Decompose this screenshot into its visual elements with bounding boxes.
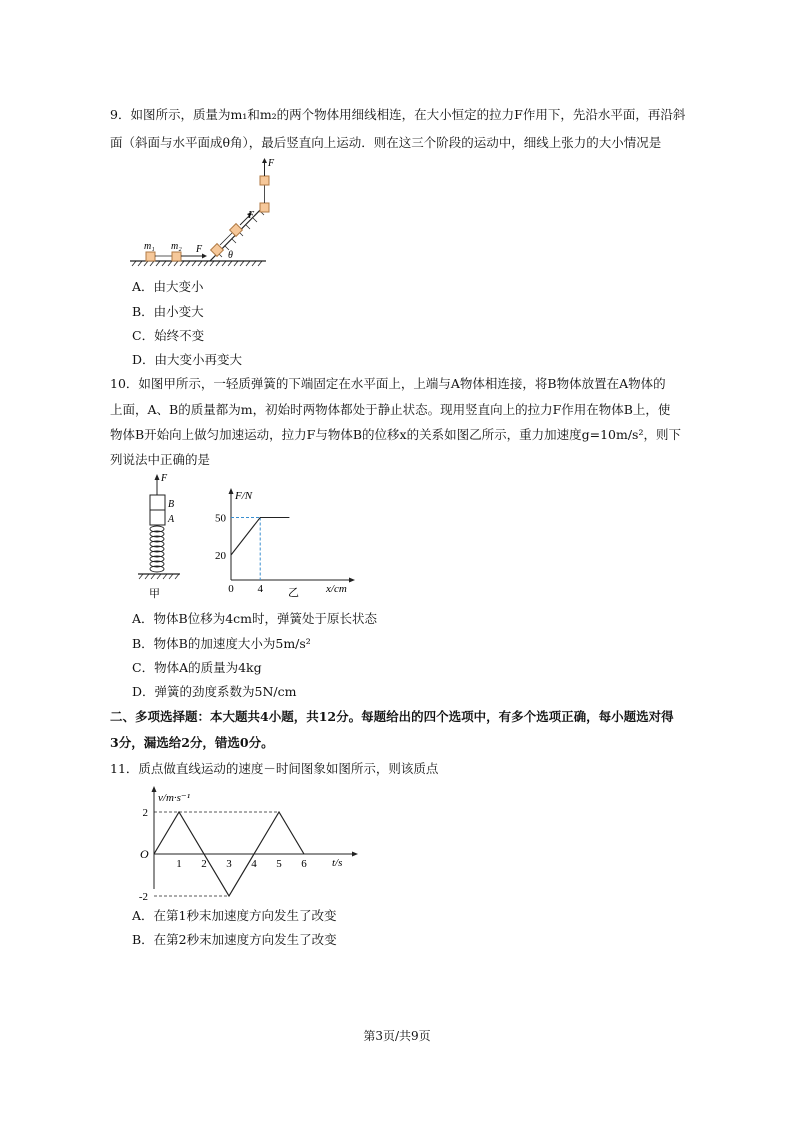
q11-x-tick-4: 4	[251, 858, 257, 870]
q10-stem-line3: 物体B开始向上做匀加速运动，拉力F与物体B的位移x的关系如图乙所示，重力加速度g=10m/s²，则下	[110, 427, 681, 442]
section2-heading-line1: 二、多项选择题：本大题共4小题，共12分。每题给出的四个选项中，有多个选项正确，每小题选对得	[110, 709, 674, 724]
q11-x-tick-5: 5	[276, 858, 282, 870]
section2-heading-line2: 3分，漏选给2分，错选0分。	[110, 735, 274, 750]
m1-label: m₁	[144, 241, 155, 252]
m2-label: m₂	[171, 241, 182, 252]
yi-y-axis-label: F/N	[235, 490, 253, 502]
vertical-block-lower	[260, 203, 269, 212]
vertical-block-upper	[260, 176, 269, 185]
m1-block	[146, 252, 155, 261]
q10-stem-line4: 列说法中正确的是	[110, 452, 211, 467]
q9-option-a: A．由大变小	[132, 279, 204, 294]
q9-stem-line2: 面（斜面与水平面成θ角），最后竖直向上运动．则在这三个阶段的运动中，细线上张力的大小情况是	[110, 135, 662, 150]
q9-figure	[126, 156, 275, 272]
yi-caption: 乙	[288, 587, 299, 599]
q11-stem: 11．质点做直线运动的速度－时间图象如图所示，则该质点	[110, 761, 439, 776]
q9-option-b: B．由小变大	[132, 304, 204, 319]
q11-y-tick-2: 2	[142, 807, 148, 819]
f-label-incline: F	[248, 210, 255, 221]
yi-y-tick-50: 50	[215, 512, 226, 525]
q11-x-tick-3: 3	[226, 858, 232, 870]
q11-option-a: A．在第1秒末加速度方向发生了改变	[132, 908, 337, 923]
q9-option-d: D．由大变小再变大	[132, 352, 243, 367]
f-label-vertical: F	[268, 158, 275, 169]
q11-x-tick-2: 2	[201, 858, 207, 870]
block-b-label: B	[168, 499, 175, 510]
block-a-label: A	[168, 514, 175, 525]
q11-y-axis-label: v/m·s⁻¹	[158, 792, 191, 804]
spring	[150, 526, 164, 572]
q11-option-b: B．在第2秒末加速度方向发生了改变	[132, 932, 337, 947]
incline-block-lower	[211, 244, 224, 257]
q10-option-a: A．物体B位移为4cm时，弹簧处于原长状态	[132, 611, 378, 626]
q11-y-tick-minus2: -2	[138, 891, 148, 903]
jia-caption: 甲	[149, 588, 160, 600]
q11-x-tick-6: 6	[301, 858, 307, 870]
incline-block-upper	[230, 224, 243, 237]
q9-stem-line1: 9．如图所示，质量为m₁和m₂的两个物体用细线相连，在大小恒定的拉力F作用下，先沿水平面，再沿斜	[110, 107, 686, 122]
f-label-horizontal: F	[196, 244, 203, 255]
q11-x-axis-label: t/s	[332, 857, 343, 869]
q10-option-d: D．弹簧的劲度系数为5N/cm	[132, 684, 297, 699]
theta-label: θ	[228, 250, 233, 261]
q11-chart	[132, 784, 362, 903]
m2-block	[172, 252, 181, 261]
ground-hatch	[132, 261, 262, 266]
q10-stem-line1: 10．如图甲所示，一轻质弹簧的下端固定在水平面上，上端与A物体相连接，将B物体放置在A物体的	[110, 376, 666, 391]
yi-x-tick-4: 4	[257, 583, 263, 595]
q10-option-b: B．物体B的加速度大小为5m/s²	[132, 636, 311, 651]
jia-f-label: F	[161, 473, 168, 484]
q10-chart-yi	[196, 482, 362, 600]
q11-origin-label: O	[140, 847, 149, 861]
yi-x-tick-0: 0	[228, 583, 234, 595]
block-b	[150, 495, 165, 510]
yi-y-tick-20: 20	[215, 550, 226, 562]
page-number-footer: 第3页/共9页	[363, 1029, 431, 1043]
q10-figure-jia	[136, 472, 186, 602]
q11-x-tick-1: 1	[176, 858, 182, 870]
yi-x-axis-label: x/cm	[326, 583, 347, 595]
q10-stem-line2: 上面，A、B的质量都为m，初始时两物体都处于静止状态。现用竖直向上的拉力F作用在物体B上，使	[110, 402, 671, 417]
q10-option-c: C．物体A的质量为4kg	[132, 660, 262, 675]
block-a	[150, 510, 165, 525]
q9-option-c: C．始终不变	[132, 328, 205, 343]
